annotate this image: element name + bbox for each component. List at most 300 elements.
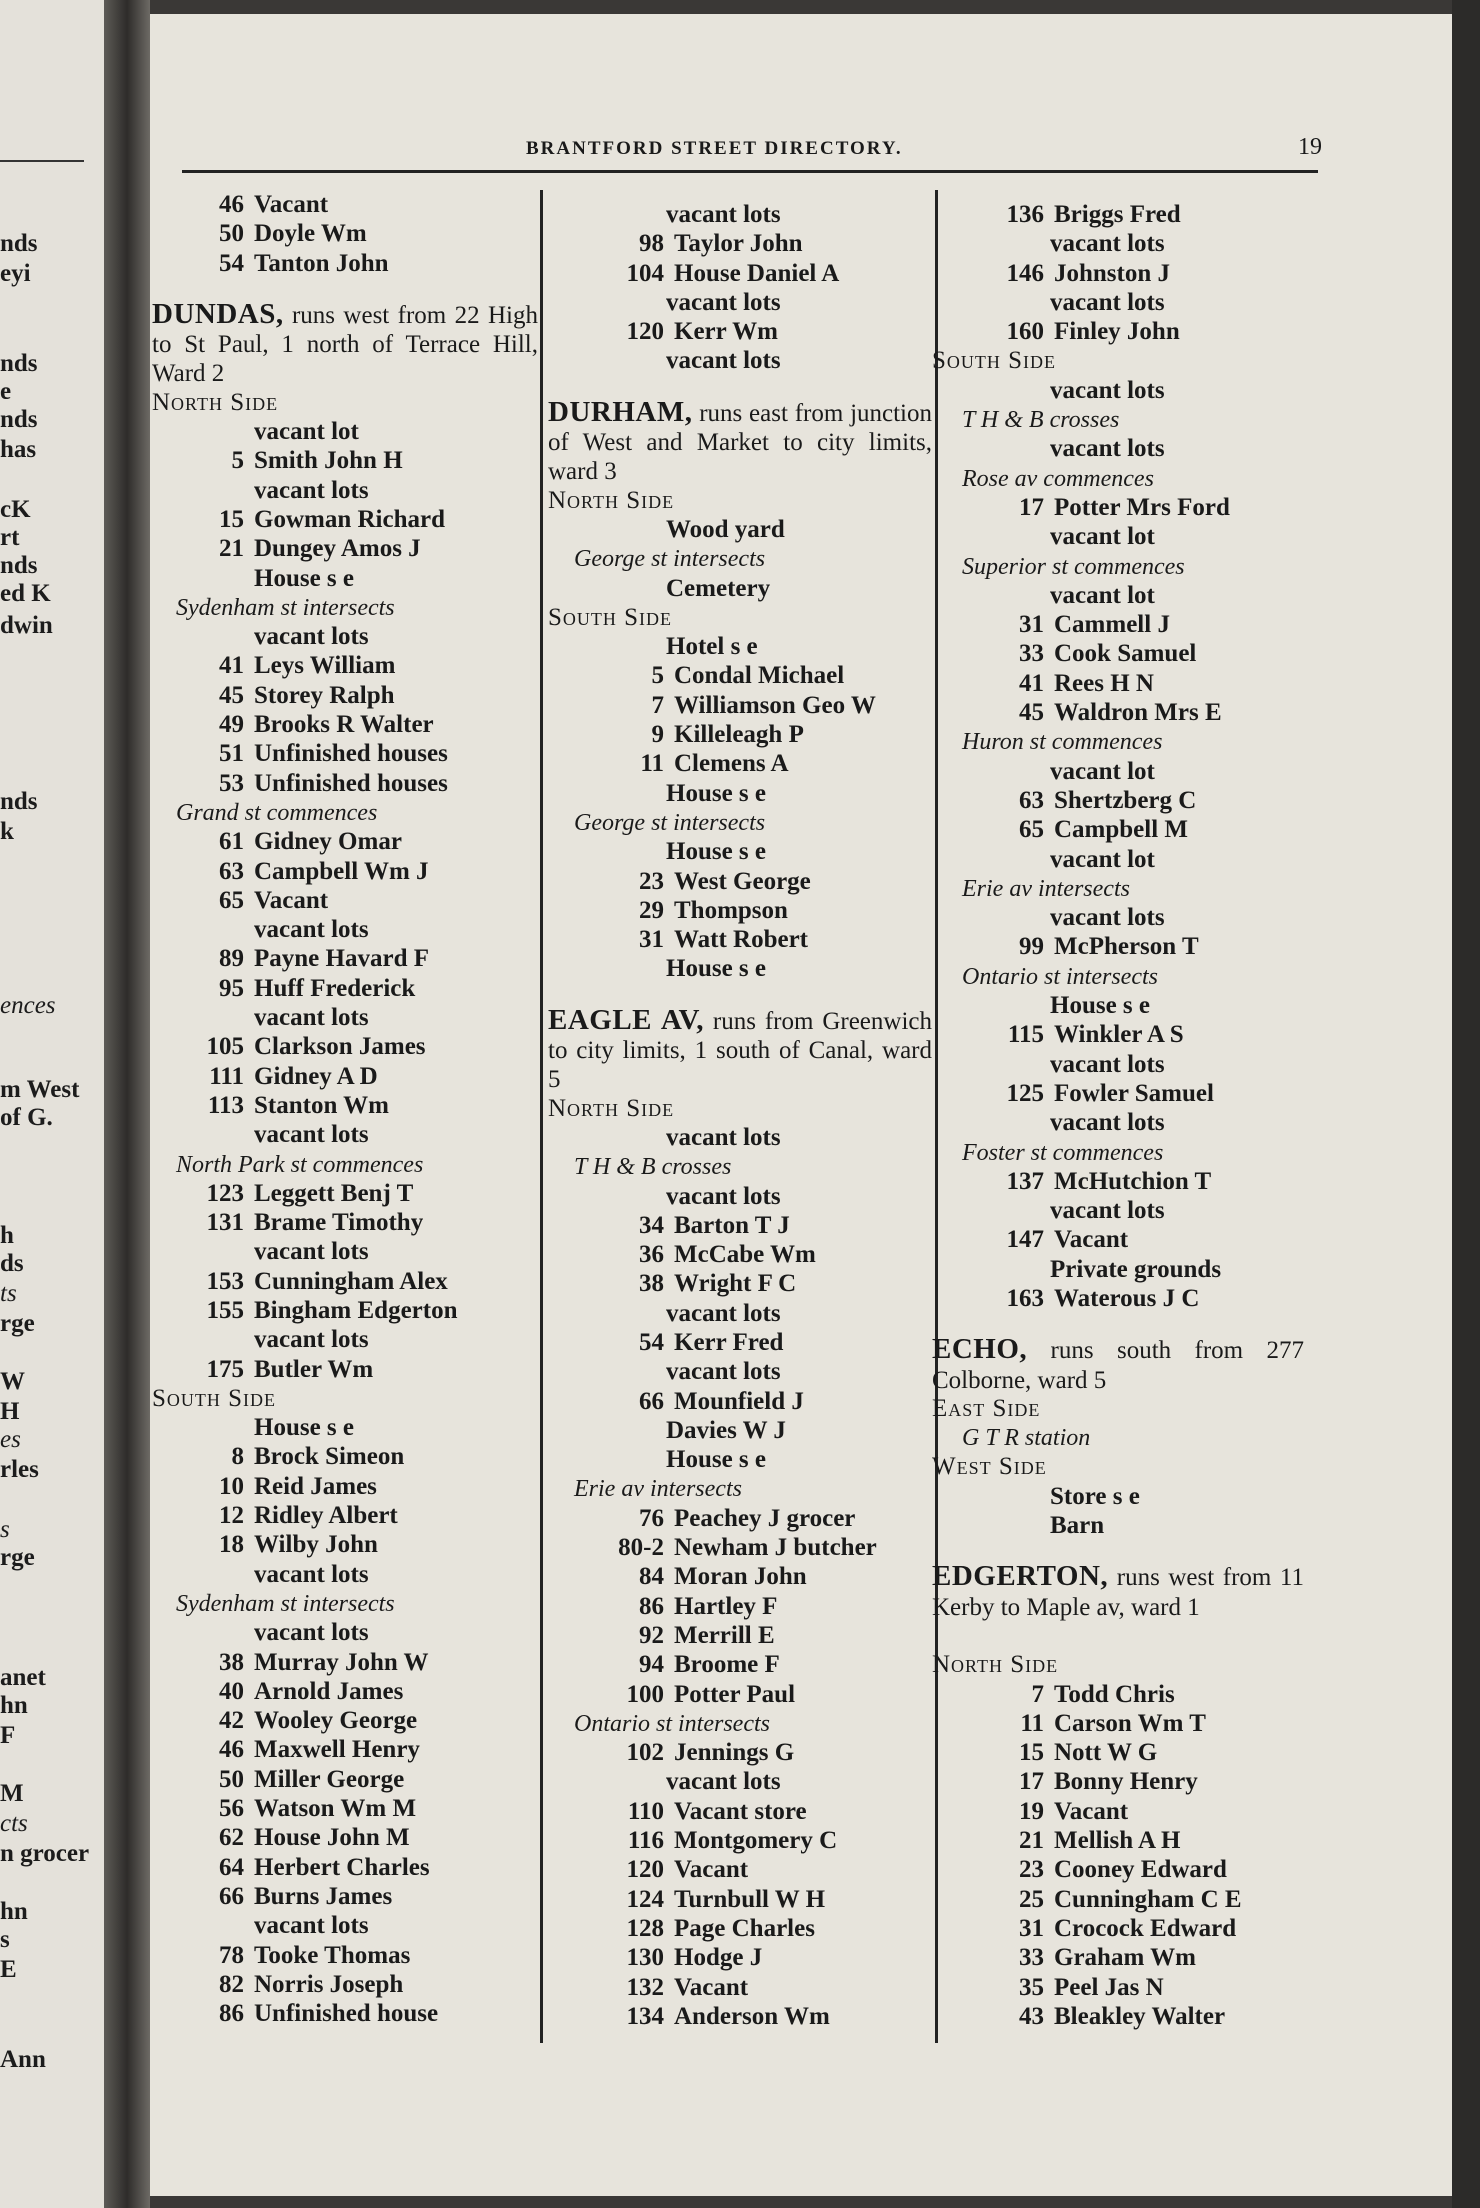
resident-name: Kerr Wm bbox=[674, 318, 778, 346]
facing-page-fragment-text: s bbox=[0, 1926, 10, 1953]
entry-text: vacant lots bbox=[1050, 435, 1165, 463]
resident-name: Herbert Charles bbox=[254, 1853, 430, 1881]
resident-name: Waldron Mrs E bbox=[1054, 699, 1222, 727]
house-number: 33 bbox=[1019, 640, 1044, 668]
facing-page-fragment-text: nds bbox=[0, 788, 38, 815]
resident-name: Hodge J bbox=[674, 1944, 763, 1972]
house-number: 15 bbox=[219, 505, 244, 533]
resident-name: Vacant bbox=[674, 1973, 749, 2001]
directory-entry bbox=[548, 1562, 932, 1591]
cross-street-note bbox=[932, 552, 1304, 581]
resident-name: Clemens A bbox=[674, 750, 789, 778]
directory-entry-continued bbox=[152, 1560, 538, 1589]
cross-street-note bbox=[152, 593, 538, 622]
house-number: 124 bbox=[626, 1885, 664, 1913]
directory-entry-continued bbox=[932, 1196, 1304, 1225]
house-number: 23 bbox=[639, 867, 664, 895]
entry-text: vacant lots bbox=[254, 1619, 369, 1647]
house-number: 11 bbox=[640, 750, 664, 778]
street-side-label: North Side bbox=[932, 1651, 1059, 1679]
directory-entry-continued bbox=[548, 200, 932, 229]
directory-entry-continued bbox=[152, 1003, 538, 1032]
house-number: 54 bbox=[219, 249, 244, 277]
facing-page-fragment-text: dwin bbox=[0, 612, 53, 639]
facing-page-fragment-text: cts bbox=[0, 1810, 28, 1837]
entry-text: vacant lots bbox=[666, 1182, 781, 1210]
street-side-heading bbox=[548, 603, 932, 632]
house-number: 8 bbox=[231, 1443, 244, 1471]
cross-street-note bbox=[152, 1589, 538, 1618]
resident-name: Cook Samuel bbox=[1054, 640, 1197, 668]
street-name: EAGLE AV, bbox=[548, 1003, 704, 1036]
house-number: 136 bbox=[1006, 201, 1044, 228]
directory-entry bbox=[932, 932, 1304, 961]
house-number: 12 bbox=[219, 1502, 244, 1530]
directory-entry bbox=[152, 1648, 538, 1677]
directory-entry bbox=[548, 1797, 932, 1826]
directory-entry bbox=[152, 886, 538, 915]
resident-name: McCabe Wm bbox=[674, 1241, 816, 1269]
directory-entry bbox=[548, 867, 932, 896]
facing-page-fragment-text: ts bbox=[0, 1280, 17, 1307]
directory-entry bbox=[932, 610, 1304, 639]
resident-name: Peel Jas N bbox=[1054, 1973, 1164, 2001]
house-number: 61 bbox=[219, 828, 244, 856]
facing-page-fragment-text: e bbox=[0, 378, 12, 405]
directory-entry-continued bbox=[932, 288, 1304, 317]
facing-page-fragment-text: es bbox=[0, 1426, 21, 1453]
resident-name: Unfinished house bbox=[254, 2000, 439, 2028]
directory-entry-continued bbox=[548, 515, 932, 544]
resident-name: Reid James bbox=[254, 1472, 377, 1500]
directory-entry bbox=[932, 1020, 1304, 1049]
resident-name: Shertzberg C bbox=[1054, 786, 1197, 814]
house-number: 25 bbox=[1019, 1885, 1044, 1913]
entry-text: vacant lots bbox=[1050, 904, 1165, 932]
facing-page-fragment-text: hn bbox=[0, 1898, 28, 1925]
entry-text: vacant lots bbox=[254, 916, 369, 944]
facing-page-fragment bbox=[0, 0, 120, 2208]
directory-entry bbox=[932, 259, 1304, 288]
resident-name: Montgomery C bbox=[674, 1827, 838, 1855]
directory-entry-continued bbox=[548, 1416, 932, 1445]
resident-name: Bleakley Walter bbox=[1054, 2002, 1226, 2030]
directory-entry bbox=[152, 974, 538, 1003]
entry-text: vacant lots bbox=[254, 1912, 369, 1940]
directory-entry bbox=[932, 698, 1304, 727]
resident-name: Watson Wm M bbox=[254, 1795, 417, 1823]
directory-entry bbox=[152, 219, 538, 248]
directory-entry bbox=[152, 1794, 538, 1823]
column-spacer bbox=[548, 984, 932, 1006]
entry-text: vacant lots bbox=[254, 1121, 369, 1149]
directory-entry bbox=[548, 229, 932, 258]
house-number: 15 bbox=[1019, 1739, 1044, 1767]
house-number: 130 bbox=[626, 1944, 664, 1972]
resident-name: Killeleagh P bbox=[674, 721, 804, 749]
resident-name: Clarkson James bbox=[254, 1033, 426, 1061]
directory-entry bbox=[548, 317, 932, 346]
entry-text: vacant lot bbox=[254, 418, 359, 446]
directory-entry-continued bbox=[152, 1120, 538, 1149]
house-number: 163 bbox=[1006, 1284, 1044, 1312]
resident-name: Wright F C bbox=[674, 1270, 797, 1298]
resident-name: Vacant bbox=[254, 886, 329, 914]
facing-page-fragment-text: F bbox=[0, 1722, 16, 1749]
street-side-heading bbox=[548, 1094, 932, 1123]
directory-entry bbox=[548, 1328, 932, 1357]
facing-page-fragment-text: rt bbox=[0, 524, 20, 551]
resident-name: Ridley Albert bbox=[254, 1502, 398, 1530]
street-heading bbox=[152, 297, 538, 388]
house-number: 131 bbox=[206, 1209, 244, 1237]
resident-name: Broome F bbox=[674, 1651, 780, 1679]
cross-street-text: Sydenham st intersects bbox=[176, 594, 395, 621]
resident-name: Barton T J bbox=[674, 1211, 790, 1239]
page-edge bbox=[1452, 0, 1480, 2208]
directory-entry bbox=[548, 1387, 932, 1416]
street-side-heading bbox=[152, 1384, 538, 1413]
facing-page-fragment-text: H bbox=[0, 1398, 20, 1425]
house-number: 99 bbox=[1019, 933, 1044, 961]
resident-name: McPherson T bbox=[1054, 933, 1199, 961]
directory-entry bbox=[932, 2002, 1304, 2031]
column-spacer bbox=[932, 1540, 1304, 1562]
directory-entry bbox=[932, 493, 1304, 522]
directory-entry bbox=[152, 857, 538, 886]
directory-entry bbox=[548, 691, 932, 720]
facing-page-fragment-text: M bbox=[0, 1780, 24, 1807]
directory-entry bbox=[548, 1504, 932, 1533]
house-number: 89 bbox=[219, 945, 244, 973]
directory-entry bbox=[152, 1062, 538, 1091]
resident-name: Butler Wm bbox=[254, 1355, 374, 1383]
entry-text: vacant lots bbox=[1050, 1197, 1165, 1225]
resident-name: Taylor John bbox=[674, 230, 803, 258]
cross-street-text: George st intersects bbox=[574, 809, 766, 836]
resident-name: Vacant bbox=[674, 1856, 749, 1884]
street-side-heading bbox=[932, 1650, 1304, 1679]
entry-text: Hotel s e bbox=[666, 633, 758, 661]
resident-name: Wilby John bbox=[254, 1531, 378, 1559]
resident-name: Brooks R Walter bbox=[254, 711, 434, 739]
directory-entry-continued bbox=[152, 476, 538, 505]
resident-name: Vacant bbox=[254, 191, 329, 218]
resident-name: Campbell M bbox=[1054, 816, 1189, 844]
resident-name: West George bbox=[674, 867, 811, 895]
entry-text: vacant lots bbox=[1050, 288, 1165, 316]
directory-entry bbox=[932, 1797, 1304, 1826]
resident-name: Merrill E bbox=[674, 1621, 775, 1649]
house-number: 160 bbox=[1006, 318, 1044, 346]
facing-page-fragment-text: has bbox=[0, 436, 37, 463]
cross-street-note bbox=[932, 962, 1304, 991]
resident-name: Carson Wm T bbox=[1054, 1709, 1206, 1737]
house-number: 46 bbox=[219, 191, 244, 218]
directory-entry bbox=[548, 1269, 932, 1298]
house-number: 105 bbox=[206, 1033, 244, 1061]
house-number: 29 bbox=[639, 896, 664, 924]
resident-name: Rees H N bbox=[1054, 669, 1154, 697]
directory-entry-continued bbox=[548, 1299, 932, 1328]
street-side-heading bbox=[932, 1452, 1304, 1481]
resident-name: Arnold James bbox=[254, 1677, 404, 1705]
house-number: 21 bbox=[219, 535, 244, 563]
street-name: ECHO, bbox=[932, 1333, 1028, 1366]
entry-text: House s e bbox=[254, 1414, 354, 1442]
directory-entry-continued bbox=[548, 1182, 932, 1211]
cross-street-text: Ontario st intersects bbox=[574, 1710, 770, 1737]
entry-text: Cemetery bbox=[666, 574, 771, 602]
house-number: 76 bbox=[639, 1504, 664, 1532]
house-number: 80-2 bbox=[618, 1534, 664, 1562]
directory-column-2 bbox=[548, 200, 932, 2031]
entry-text: House s e bbox=[254, 564, 354, 592]
house-number: 42 bbox=[219, 1707, 244, 1735]
resident-name: Potter Paul bbox=[674, 1680, 796, 1708]
directory-entry bbox=[152, 1765, 538, 1794]
resident-name: Condal Michael bbox=[674, 662, 845, 690]
directory-entry bbox=[548, 661, 932, 690]
cross-street-text: George st intersects bbox=[574, 546, 766, 573]
facing-page-fragment-text: rge bbox=[0, 1544, 35, 1571]
directory-entry bbox=[548, 259, 932, 288]
entry-text: House s e bbox=[666, 1446, 766, 1474]
cross-street-text: Ontario st intersects bbox=[962, 963, 1158, 990]
entry-text: vacant lots bbox=[666, 347, 781, 375]
resident-name: House John M bbox=[254, 1824, 410, 1852]
house-number: 7 bbox=[1031, 1680, 1044, 1708]
directory-entry bbox=[548, 1826, 932, 1855]
directory-entry bbox=[152, 505, 538, 534]
directory-entry bbox=[152, 534, 538, 563]
resident-name: Vacant store bbox=[674, 1797, 807, 1825]
directory-entry-continued bbox=[548, 288, 932, 317]
directory-entry bbox=[932, 1284, 1304, 1313]
facing-page-fragment-text: s bbox=[0, 1516, 10, 1543]
entry-text: vacant lots bbox=[254, 1560, 369, 1588]
resident-name: Fowler Samuel bbox=[1054, 1079, 1214, 1107]
resident-name: McHutchion T bbox=[1054, 1167, 1212, 1195]
street-side-label: West Side bbox=[932, 1453, 1047, 1481]
directory-entry bbox=[152, 1296, 538, 1325]
resident-name: Page Charles bbox=[674, 1914, 815, 1942]
directory-entry bbox=[932, 1225, 1304, 1254]
cross-street-text: Grand st commences bbox=[176, 799, 378, 826]
resident-name: Tooke Thomas bbox=[254, 1941, 411, 1969]
resident-name: Peachey J grocer bbox=[674, 1504, 856, 1532]
directory-entry bbox=[152, 1032, 538, 1061]
resident-name: Burns James bbox=[254, 1882, 393, 1910]
directory-entry bbox=[152, 1208, 538, 1237]
resident-name: Murray John W bbox=[254, 1648, 429, 1676]
directory-entry-continued bbox=[932, 903, 1304, 932]
directory-entry-continued bbox=[548, 1123, 932, 1152]
directory-entry bbox=[152, 1853, 538, 1882]
cross-street-note bbox=[548, 544, 932, 573]
house-number: 155 bbox=[206, 1296, 244, 1324]
column-divider-1 bbox=[540, 190, 543, 2043]
resident-name: Johnston J bbox=[1054, 259, 1171, 287]
house-number: 45 bbox=[219, 681, 244, 709]
directory-entry bbox=[548, 896, 932, 925]
resident-name: Miller George bbox=[254, 1765, 405, 1793]
resident-name: Jennings G bbox=[674, 1739, 795, 1767]
directory-entry bbox=[152, 1706, 538, 1735]
cross-street-note bbox=[548, 1709, 932, 1738]
resident-name: Cooney Edward bbox=[1054, 1856, 1227, 1884]
directory-entry bbox=[152, 651, 538, 680]
facing-page-fragment-text: nds bbox=[0, 350, 38, 377]
house-number: 54 bbox=[639, 1328, 664, 1356]
house-number: 43 bbox=[1019, 2002, 1044, 2030]
house-number: 86 bbox=[219, 2000, 244, 2028]
facing-page-fragment-text: hn bbox=[0, 1692, 28, 1719]
house-number: 146 bbox=[1006, 259, 1044, 287]
page-number: 19 bbox=[1298, 134, 1322, 160]
facing-page-fragment-text: rge bbox=[0, 1310, 35, 1337]
resident-name: Wooley George bbox=[254, 1707, 418, 1735]
directory-entry bbox=[152, 1999, 538, 2028]
cross-street-note bbox=[932, 1138, 1304, 1167]
street-side-label: South Side bbox=[548, 603, 673, 631]
cross-street-note bbox=[548, 1474, 932, 1503]
resident-name: Gidney A D bbox=[254, 1062, 378, 1090]
directory-entry bbox=[932, 1680, 1304, 1709]
house-number: 5 bbox=[651, 662, 664, 690]
street-name: EDGERTON, bbox=[932, 1560, 1109, 1593]
directory-entry-continued bbox=[932, 434, 1304, 463]
directory-entry-continued bbox=[152, 564, 538, 593]
directory-entry bbox=[548, 749, 932, 778]
resident-name: Campbell Wm J bbox=[254, 857, 429, 885]
house-number: 45 bbox=[1019, 699, 1044, 727]
cross-street-note bbox=[932, 1423, 1304, 1452]
directory-entry bbox=[152, 739, 538, 768]
resident-name: Anderson Wm bbox=[674, 2002, 830, 2030]
cross-street-text: T H & B crosses bbox=[962, 407, 1120, 434]
facing-page-rule bbox=[0, 160, 84, 162]
street-description: runs south from 277 Colborne, ward 5 bbox=[932, 1337, 1305, 1394]
directory-entry bbox=[152, 446, 538, 475]
directory-entry-continued bbox=[932, 1050, 1304, 1079]
running-title: BRANTFORD STREET DIRECTORY. bbox=[526, 138, 903, 159]
resident-name: Tanton John bbox=[254, 249, 389, 277]
directory-entry bbox=[548, 1738, 932, 1767]
house-number: 98 bbox=[639, 230, 664, 258]
directory-entry-continued bbox=[548, 1767, 932, 1796]
directory-entry bbox=[932, 1079, 1304, 1108]
directory-entry-continued bbox=[932, 522, 1304, 551]
house-number: 147 bbox=[1006, 1226, 1044, 1254]
directory-column-3 bbox=[932, 200, 1304, 2031]
directory-entry-continued bbox=[932, 845, 1304, 874]
cross-street-text: Erie av intersects bbox=[574, 1476, 742, 1503]
street-side-heading bbox=[932, 346, 1304, 375]
directory-entry-continued bbox=[932, 1482, 1304, 1511]
directory-entry bbox=[548, 925, 932, 954]
cross-street-note bbox=[932, 874, 1304, 903]
house-number: 49 bbox=[219, 711, 244, 739]
directory-entry bbox=[932, 1826, 1304, 1855]
directory-entry-continued bbox=[932, 1108, 1304, 1137]
resident-name: Cunningham Alex bbox=[254, 1267, 448, 1295]
house-number: 175 bbox=[206, 1355, 244, 1383]
directory-entry bbox=[932, 1943, 1304, 1972]
house-number: 95 bbox=[219, 974, 244, 1002]
resident-name: Moran John bbox=[674, 1563, 807, 1591]
street-side-label: South Side bbox=[932, 347, 1057, 375]
house-number: 66 bbox=[639, 1387, 664, 1415]
facing-page-fragment-text: W bbox=[0, 1368, 25, 1395]
entry-text: vacant lots bbox=[254, 623, 369, 651]
house-number: 100 bbox=[626, 1680, 664, 1708]
house-number: 34 bbox=[639, 1211, 664, 1239]
entry-text: vacant lots bbox=[666, 1358, 781, 1386]
resident-name: Payne Havard F bbox=[254, 945, 429, 973]
resident-name: Bonny Henry bbox=[1054, 1768, 1198, 1796]
entry-text: vacant lots bbox=[666, 1123, 781, 1151]
house-number: 137 bbox=[1006, 1167, 1044, 1195]
resident-name: Gowman Richard bbox=[254, 505, 445, 533]
directory-entry bbox=[932, 639, 1304, 668]
house-number: 125 bbox=[1006, 1079, 1044, 1107]
directory-entry bbox=[932, 669, 1304, 698]
entry-text: vacant lots bbox=[1050, 376, 1165, 404]
resident-name: Crocock Edward bbox=[1054, 1914, 1237, 1942]
house-number: 84 bbox=[639, 1563, 664, 1591]
directory-entry bbox=[548, 1621, 932, 1650]
directory-entry bbox=[152, 190, 538, 219]
cross-street-text: Foster st commences bbox=[962, 1139, 1164, 1166]
directory-entry bbox=[932, 200, 1304, 229]
directory-entry bbox=[548, 1650, 932, 1679]
house-number: 50 bbox=[219, 220, 244, 248]
house-number: 110 bbox=[627, 1797, 664, 1825]
resident-name: Cunningham C E bbox=[1054, 1885, 1242, 1913]
directory-entry-continued bbox=[932, 229, 1304, 258]
directory-entry bbox=[152, 1501, 538, 1530]
street-side-label: East Side bbox=[932, 1394, 1041, 1422]
entry-text: vacant lots bbox=[254, 1238, 369, 1266]
facing-page-fragment-text: h bbox=[0, 1222, 14, 1249]
facing-page-fragment-text: rles bbox=[0, 1456, 39, 1483]
directory-entry-continued bbox=[932, 991, 1304, 1020]
house-number: 132 bbox=[626, 1973, 664, 2001]
entry-text: vacant lots bbox=[666, 201, 781, 228]
resident-name: Cammell J bbox=[1054, 611, 1170, 639]
directory-entry-continued bbox=[548, 954, 932, 983]
directory-entry bbox=[932, 1167, 1304, 1196]
house-number: 62 bbox=[219, 1824, 244, 1852]
cross-street-note bbox=[548, 1152, 932, 1181]
facing-page-fragment-text: ds bbox=[0, 1250, 24, 1277]
house-number: 38 bbox=[639, 1270, 664, 1298]
facing-page-fragment-text: anet bbox=[0, 1664, 46, 1691]
entry-text: vacant lots bbox=[1050, 1109, 1165, 1137]
directory-entry bbox=[932, 1709, 1304, 1738]
resident-name: Turnbull W H bbox=[674, 1885, 826, 1913]
house-number: 50 bbox=[219, 1765, 244, 1793]
house-number: 120 bbox=[626, 1856, 664, 1884]
house-number: 31 bbox=[639, 926, 664, 954]
directory-entry bbox=[548, 1533, 932, 1562]
directory-entry bbox=[932, 1973, 1304, 2002]
cross-street-note bbox=[152, 798, 538, 827]
resident-name: Leggett Benj T bbox=[254, 1179, 414, 1207]
house-number: 120 bbox=[626, 318, 664, 346]
resident-name: Williamson Geo W bbox=[674, 691, 876, 719]
